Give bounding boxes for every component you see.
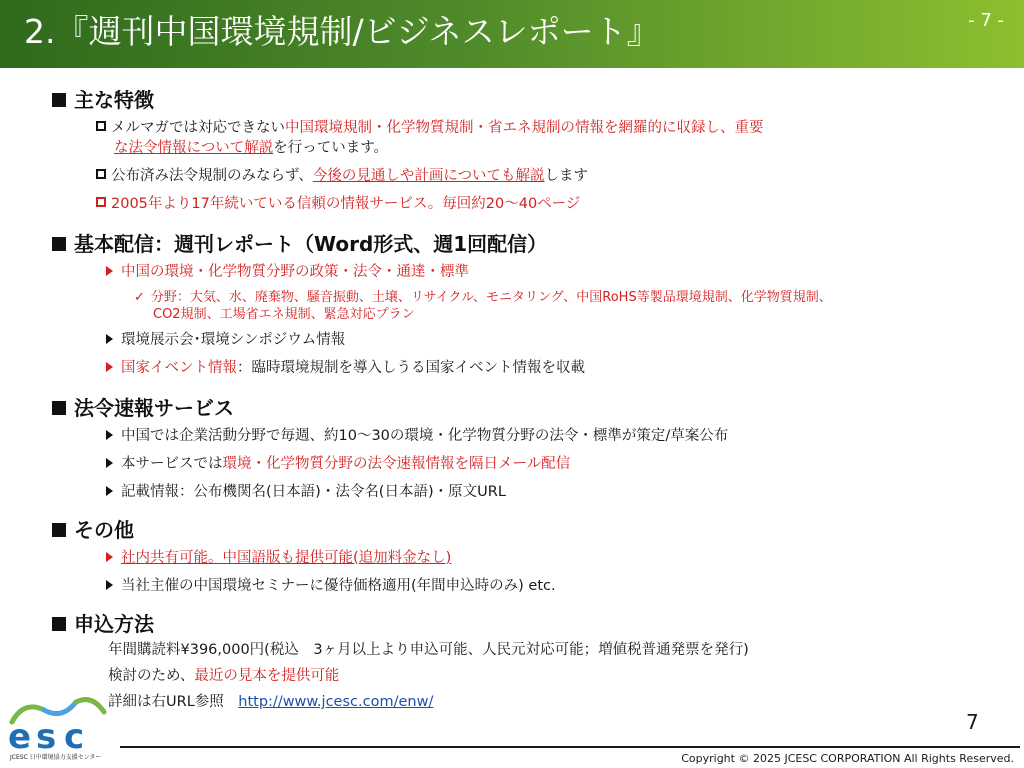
heading-flash: 法令速報サービス <box>52 392 234 421</box>
heading-basic: 基本配信：週刊レポート（Word形式、週1回配信） <box>52 228 547 257</box>
svg-text:c: c <box>64 717 85 757</box>
heading-apply: 申込方法 <box>52 608 154 637</box>
checkmark-icon: ✓ <box>134 290 145 305</box>
slide-number: 7 <box>966 710 979 734</box>
heading-features: 主な特徴 <box>52 84 154 113</box>
arrow-bullet-icon <box>106 266 113 276</box>
other-item-2: 当社主催の中国環境セミナーに優待価格適用(年間申込時のみ) etc. <box>106 576 556 596</box>
slide-header <box>0 0 1024 68</box>
jcesc-url-link[interactable]: http://www.jcesc.com/enw/ <box>238 694 434 710</box>
copyright-text: Copyright © 2025 JCESC CORPORATION All Rights Reserved. <box>681 752 1014 765</box>
bullet-square-icon <box>52 523 66 537</box>
svg-text:s: s <box>36 717 57 757</box>
checkbox-bullet-icon <box>96 197 106 207</box>
basic-item-2: 環境展示会･環境シンポジウム情報 <box>106 330 345 350</box>
arrow-bullet-icon <box>106 486 113 496</box>
flash-item-3: 記載情報：公布機関名(日本語)・法令名(日本語)・原文URL <box>106 482 506 502</box>
svg-text:e: e <box>8 717 32 757</box>
feature-item-3: 2005年より17年続いている信頼の情報サービス。毎回約20～40ページ <box>96 194 580 214</box>
feature-item-1: メルマガでは対応できない中国環境規制・化学物質規制・省エネ規制の情報を網羅的に収録し、重要 <box>96 118 764 138</box>
arrow-bullet-icon <box>106 334 113 344</box>
basic-item-1: 中国の環境・化学物質分野の政策・法令・通達・標準 <box>106 262 469 282</box>
footer-divider <box>120 746 1020 748</box>
logo-caption: JCESC 日中環境協力支援センター <box>10 754 102 761</box>
bullet-square-icon <box>52 401 66 415</box>
flash-item-2: 本サービスでは環境・化学物質分野の法令速報情報を隔日メール配信 <box>106 454 570 474</box>
bullet-square-icon <box>52 617 66 631</box>
bullet-square-icon <box>52 93 66 107</box>
basic-item-3: 国家イベント情報：臨時環境規制を導入しうる国家イベント情報を収載 <box>106 358 585 378</box>
apply-line-3: 詳細は右URL参照 http://www.jcesc.com/enw/ <box>108 694 434 710</box>
arrow-bullet-icon <box>106 552 113 562</box>
basic-sub-item-1-cont: CO2規制、工場省エネ規制、緊急対応プラン <box>153 307 415 322</box>
checkbox-bullet-icon <box>96 121 106 131</box>
bullet-square-icon <box>52 237 66 251</box>
flash-item-1: 中国では企業活動分野で毎週、約10～30の環境・化学物質分野の法令・標準が策定/草案公布 <box>106 426 728 446</box>
arrow-bullet-icon <box>106 458 113 468</box>
other-item-1: 社内共有可能。中国語版も提供可能(追加料金なし) <box>106 548 451 568</box>
feature-item-1-cont: な法令情報について解説を行っています。 <box>114 140 389 156</box>
basic-sub-item-1: ✓ 分野：大気、水、廃棄物、騒音振動、土壌、リサイクル、モニタリング、中国RoHS等製品環境規制、化学物質規制、 <box>134 290 832 305</box>
arrow-bullet-icon <box>106 580 113 590</box>
apply-line-1: 年間購読料¥396,000円(税込 3ヶ月以上より申込可能、人民元対応可能；増値税普通発票を発行) <box>108 642 749 658</box>
arrow-bullet-icon <box>106 430 113 440</box>
heading-other: その他 <box>52 514 134 543</box>
slide-title: 2.『週刊中国環境規制/ビジネスレポート』 <box>24 12 660 51</box>
apply-line-2: 検討のため、最近の見本を提供可能 <box>108 668 340 684</box>
feature-item-2: 公布済み法令規制のみならず、今後の見通しや計画についても解説します <box>96 166 588 186</box>
arrow-bullet-icon <box>106 362 113 372</box>
page-marker: - 7 - <box>968 10 1004 31</box>
checkbox-bullet-icon <box>96 169 106 179</box>
